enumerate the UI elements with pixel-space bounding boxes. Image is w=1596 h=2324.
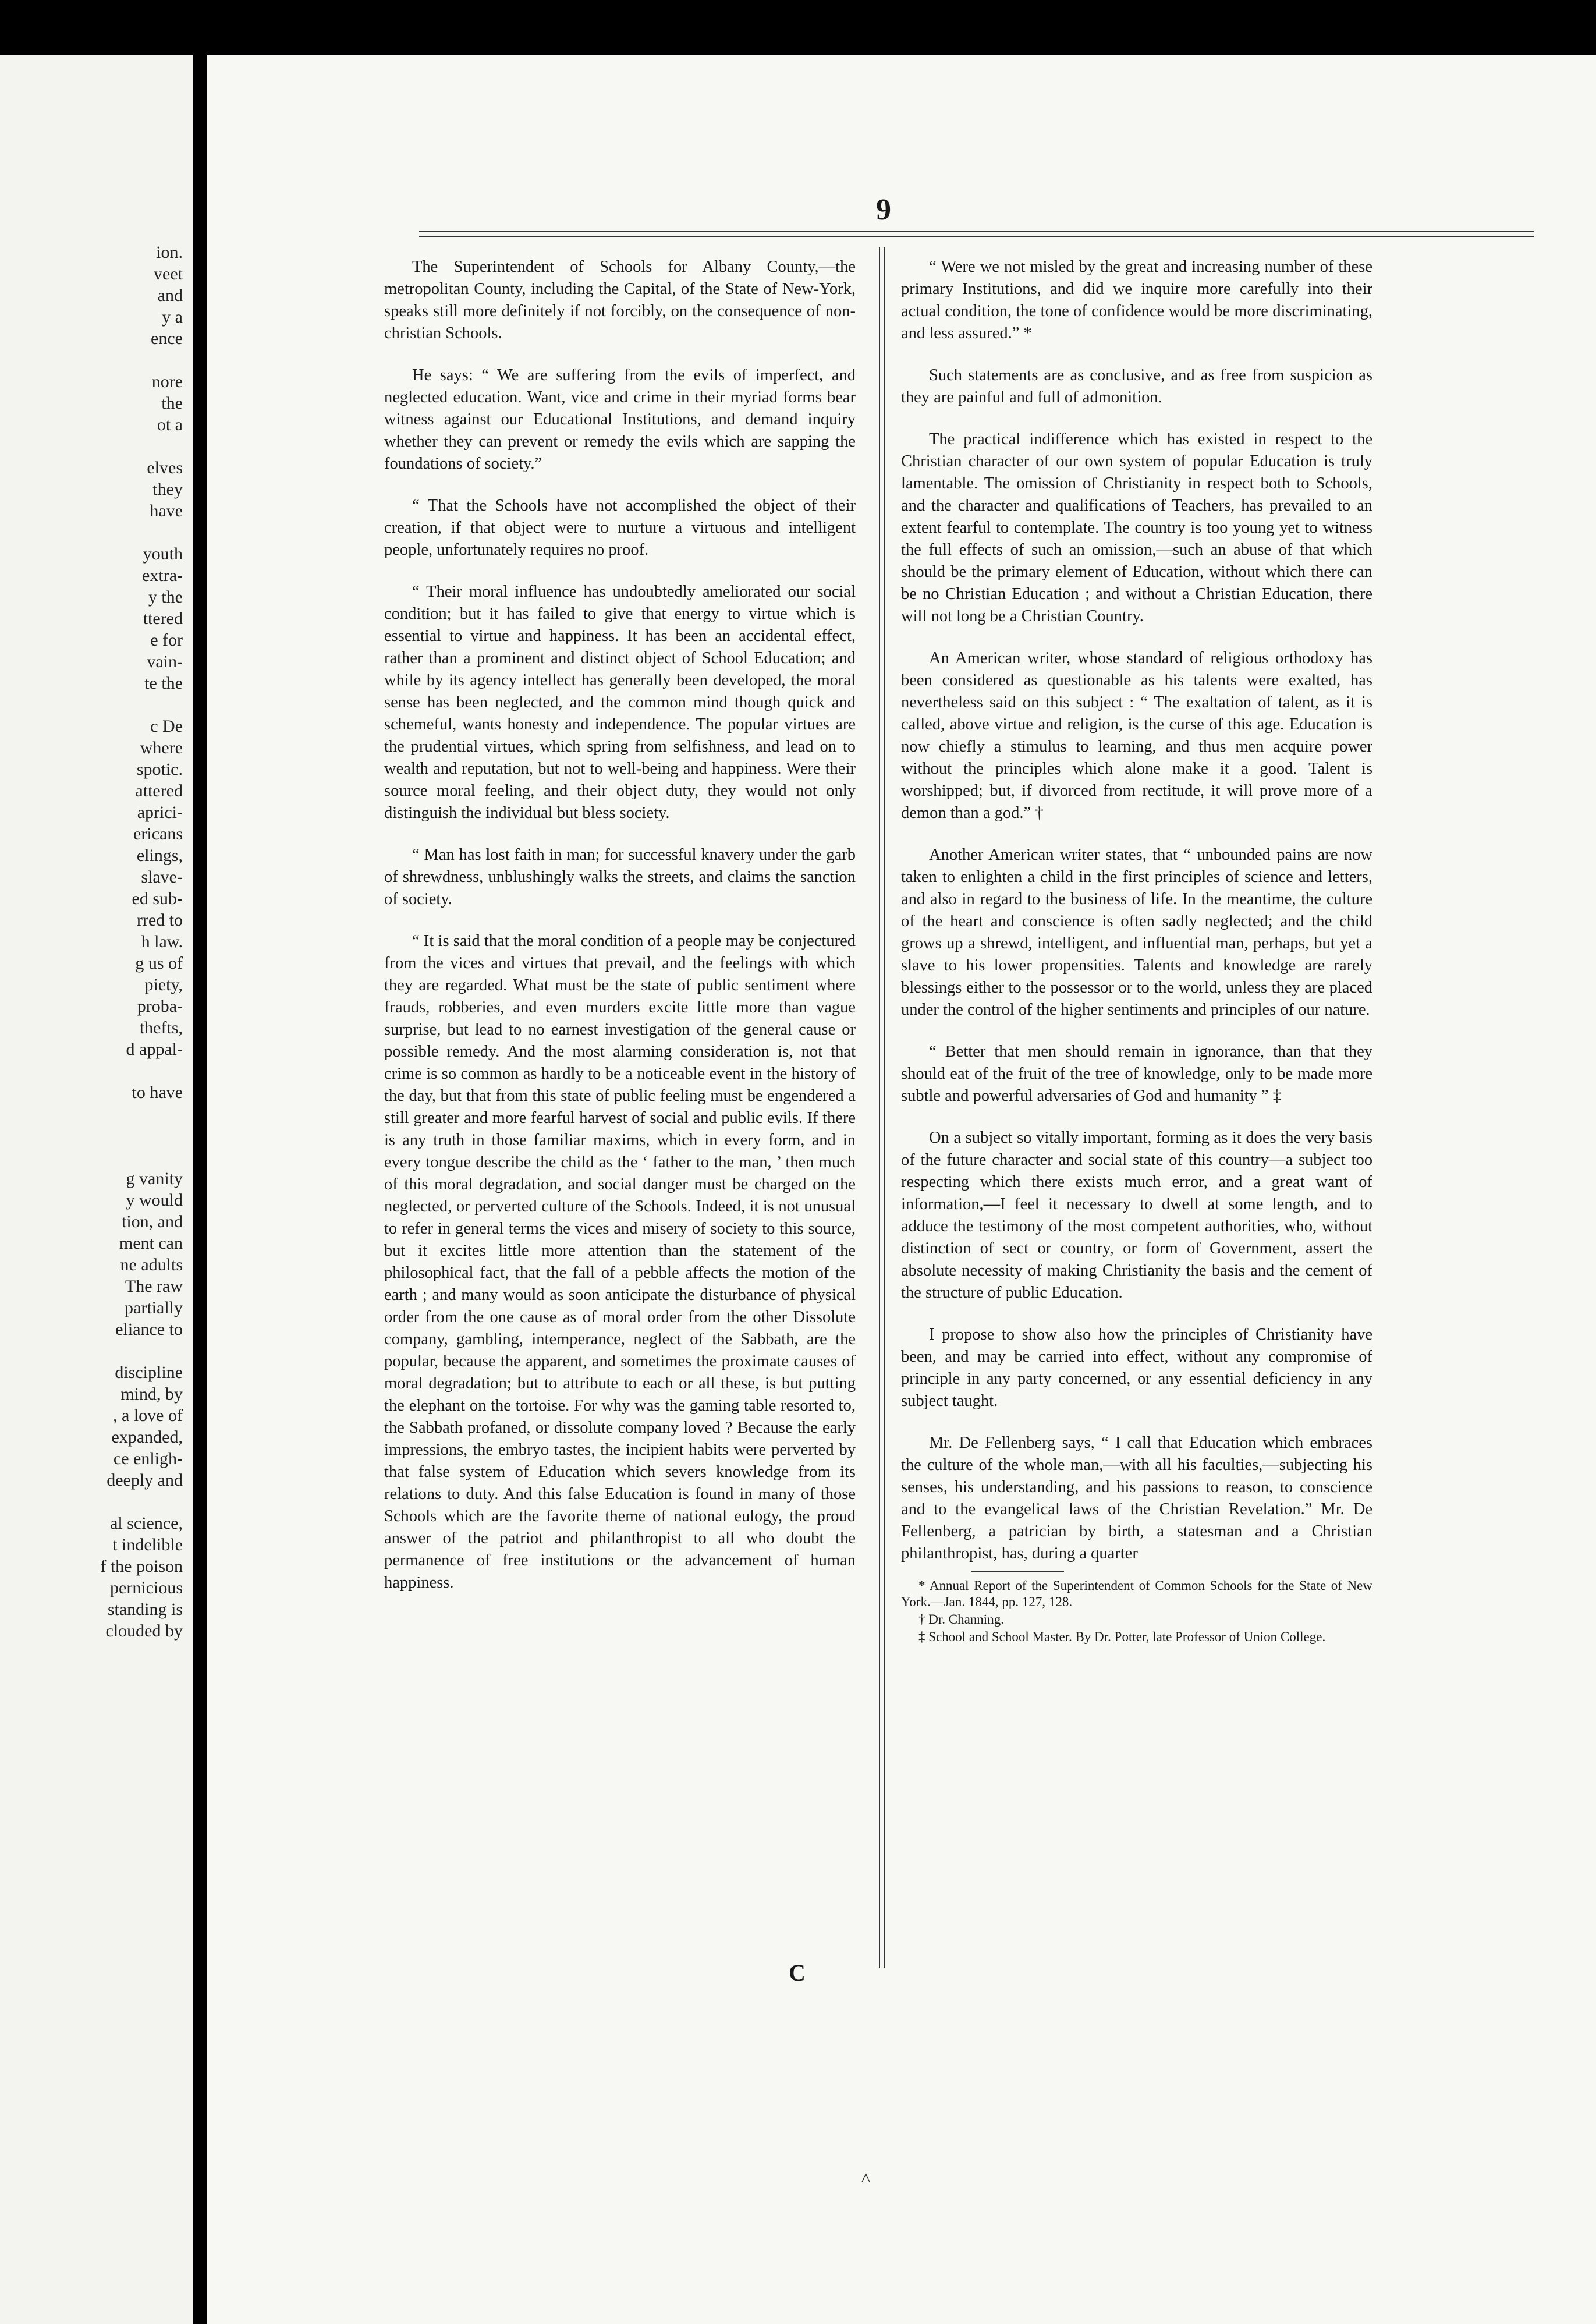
- paragraph: Another American writer states, that “ unbounded pains are now taken to enlighten a child in the first principles of science and letters, and also in regard to the business of life. In the meantime, the culture of the heart and conscience is often sadly neglected; and the child grows up a shrewd, intelligent, and influential man, perhaps, but yet a slave to his lower propensities. Talents and knowledge are rarely blessings either to the possessor or to the world, unless they are placed under the control of the higher sentiments and principles of our nature.: [901, 846, 1372, 1019]
- adjacent-page-fragment: partially: [125, 1298, 183, 1317]
- paragraph: “ It is said that the moral condition of a people may be conjectured from the vices and virtues that prevail, and the feelings with which they are regarded. What must be the state of public sentiment where frauds, robberies, and even murders excite little more than vague surprise, but lead to no earnest investigation of the general cause or possible remedy. And the most alarming consideration is, not that crime is so common as hardly to be a noticeable event in the history of the day, but that from this state of public feeling must be engendered a still greater and more fearful harvest of social and public evils. If there is any truth in those familiar maxims, which in every form, and in every tongue describe the child as the ‘ father to the man, ’ then much of this moral degradation, and social danger must be charged on the neglected, or perverted culture of the Schools. Indeed, it is not unusual to refer in general terms the vices and misery of society to this source, but it excites little more attention than the statement of the philosophical fact, that the fall of a pebble affects the motion of the earth ; and many would as soon anticipate the disturbance of physical order from the one cause as of moral order from the other Dissolute company, gambling, intemperance, neglect of the Sabbath, are the popular, because the apparent, and sometimes the proximate causes of moral degradation; but to attribute to each or all these, is but putting the elephant on the tortoise. For why was the gaming table resorted to, the Sabbath profaned, or dissolute company loved ? Because the early impressions, the embryo tastes, the incipient habits were perverted by that false system of Education which severs knowledge from its relations to duty. And this false Education is found in many of those Schools which are the favorite theme of national eulogy, the proud answer of the patriot and philanthropist to all who doubt the permanence of free institutions or the advancement of human happiness.: [384, 932, 856, 1592]
- adjacent-page-fragment: to have: [132, 1083, 183, 1102]
- adjacent-page-fragment: ment can: [119, 1234, 183, 1253]
- footnote: ‡ School and School Master. By Dr. Potter, late Professor of Union College.: [918, 1629, 1326, 1644]
- adjacent-page-fragment: youth: [143, 544, 183, 564]
- footnote: † Dr. Channing.: [918, 1612, 1004, 1627]
- adjacent-page-fragment: vain-: [147, 652, 183, 671]
- adjacent-page-fragment: ed sub-: [132, 889, 183, 908]
- paragraph: The practical indifference which has existed in respect to the Christian character of our own system of popular Education is truly lamentable. The omission of Christianity in respect both to Schools, and the character and qualifications of Teachers, has prevailed to an extent fearful to contemplate. The country is too young yet to witness the full effects of such an omission,—such an abuse of that which should be the primary element of Education, without which there can be no Christian Education ; and without a Christian Education, there will not long be a Christian Country.: [901, 430, 1372, 625]
- adjacent-page-fragment: veet: [154, 264, 183, 284]
- adjacent-page-fragment: c De: [150, 717, 183, 736]
- adjacent-page-fragment: deeply and: [107, 1471, 183, 1490]
- adjacent-page-fragment: y the: [148, 587, 183, 607]
- paragraph: Mr. De Fellenberg says, “ I call that Education which embraces the culture of the whole man,—with all his faculties,—subjecting his senses, his understanding, and his passions to reason, to conscience and to the evangelical laws of the Christian Revelation.” Mr. De Fellenberg, a patrician by birth, a statesman and a Christian philanthropist, has, during a quarter: [901, 1434, 1372, 1563]
- adjacent-page-fragment: te the: [144, 674, 183, 693]
- adjacent-page-fragment: attered: [135, 781, 183, 800]
- adjacent-page-fragment: have: [150, 501, 183, 520]
- adjacent-page-fragment: discipline: [115, 1363, 183, 1382]
- adjacent-page-fragment: t indelible: [112, 1535, 183, 1554]
- adjacent-page-fragment: where: [140, 738, 183, 757]
- adjacent-page-fragment: thefts,: [139, 1018, 183, 1037]
- adjacent-page-fragment: The raw: [125, 1277, 183, 1296]
- adjacent-page-fragment: slave-: [141, 867, 183, 887]
- adjacent-page-fragment: spotic.: [136, 760, 183, 779]
- paragraph: “ Better that men should remain in ignorance, than that they should eat of the fruit of the tree of knowledge, only to be made more subtle and powerful adversaries of God and humanity ” ‡: [901, 1043, 1372, 1105]
- adjacent-page-fragment: nore: [151, 372, 183, 391]
- adjacent-page-fragment: y a: [162, 307, 183, 327]
- footnote-rule: [971, 1571, 1064, 1572]
- adjacent-page-fragment: clouded by: [105, 1621, 183, 1641]
- paragraph: “ Were we not misled by the great and increasing number of these primary Institutions, and did we inquire more carefully into their actual condition, the tone of confidence would be more discriminating, and less assured.” *: [901, 258, 1372, 342]
- adjacent-page-fragment: standing is: [107, 1600, 183, 1619]
- adjacent-page-fragment: ence: [151, 329, 183, 348]
- signature-mark: C: [789, 1960, 806, 1986]
- adjacent-page-fragment: ot a: [157, 415, 183, 434]
- paragraph: I propose to show also how the principles of Christianity have been, and may be carried into effect, without any compromise of principle in any party concerned, or any essential deficiency in any subject taught.: [901, 1326, 1372, 1410]
- adjacent-page-fragment: ce enligh-: [113, 1449, 183, 1468]
- adjacent-page-fragment: g us of: [135, 954, 183, 973]
- book-page: [207, 55, 1596, 2324]
- page-number: 9: [876, 193, 891, 226]
- adjacent-page-fragment: aprici-: [137, 803, 183, 822]
- paragraph: “ Their moral influence has undoubtedly ameliorated our social condition; but it has failed to give that energy to virtue which is essential to virtue and happiness. It has been an accidental effect, rather than a prominent and distinct object of School Education; and while by its agency intellect has generally been developed, the moral sense has been neglected, and the common mind though quick and schemeful, wants honesty and independence. The popular virtues are the prudential virtues, which spring from selfishness, and lead on to wealth and reputation, but not to well-being and happiness. Were their source moral feeling, and their object duty, they would not only distinguish the individual but bless society.: [384, 583, 856, 822]
- adjacent-page-fragment: piety,: [144, 975, 183, 994]
- adjacent-page-fragment: d appal-: [126, 1040, 183, 1059]
- adjacent-page-fragment: y would: [126, 1191, 183, 1210]
- adjacent-page-fragment: al science,: [110, 1514, 183, 1533]
- adjacent-page-fragment: mind, by: [120, 1384, 183, 1404]
- adjacent-page-fragment: tion, and: [122, 1212, 183, 1231]
- adjacent-page-fragment: expanded,: [111, 1427, 183, 1447]
- adjacent-page-fragment: ericans: [133, 824, 183, 844]
- adjacent-page-fragment: the: [161, 394, 183, 413]
- paragraph: Such statements are as conclusive, and as free from suspicion as they are painful and full of admonition.: [901, 366, 1372, 406]
- paragraph: An American writer, whose standard of religious orthodoxy has been considered as questionable as his talents were exalted, has nevertheless said on this subject : “ The exaltation of talent, as it is called, above virtue and religion, is the curse of this age. Education is now chiefly a stimulus to learning, and thus men acquire power without the principles which alone make it a good. Talent is worshipped; but, if divorced from rectitude, it will prove more of a demon than a god.” †: [901, 649, 1372, 822]
- footnote: * Annual Report of the Superintendent of Common Schools for the State of New York.—Jan. 1844, pp. 127, 128.: [901, 1578, 1372, 1609]
- adjacent-page-fragment: elves: [147, 458, 183, 477]
- adjacent-page-fragment: ion.: [156, 243, 183, 262]
- right-text-column: [901, 256, 1372, 1646]
- paragraph: On a subject so vitally important, forming as it does the very basis of the future character and social state of this country—a subject too respecting which there exists much error, and a great want of information,—I feel it necessary to dwell at some length, and to adduce the testimony of the most competent authorities, who, without distinction of sect or country, or form of Government, assert the absolute necessity of making Christianity the basis and the cement of the structure of public Education.: [901, 1129, 1372, 1302]
- adjacent-page-fragment: pernicious: [110, 1578, 183, 1597]
- adjacent-page-fragment: , a love of: [113, 1406, 183, 1425]
- adjacent-page-fragment: they: [152, 480, 183, 499]
- adjacent-page-fragment: and: [157, 286, 183, 305]
- column-divider: [879, 247, 885, 1968]
- adjacent-page-fragment: ttered: [143, 609, 183, 628]
- adjacent-page-fragment: extra-: [142, 566, 183, 585]
- stray-mark: ^: [861, 2169, 871, 2190]
- adjacent-page-fragment: e for: [150, 630, 183, 650]
- adjacent-page-fragment: rred to: [136, 911, 183, 930]
- paragraph: The Superintendent of Schools for Albany County,—the metropolitan County, including the Capital, of the State of New-York, speaks still more definitely if not forcibly, on the consequence of non-christian Schools.: [384, 258, 856, 342]
- header-rule: [419, 231, 1534, 237]
- adjacent-page-fragment: h law.: [141, 932, 183, 951]
- adjacent-page-strip: [0, 55, 193, 2324]
- adjacent-page-fragment: ne adults: [120, 1255, 183, 1274]
- left-text-column: [384, 256, 856, 1614]
- adjacent-page-fragment: f the poison: [100, 1557, 183, 1576]
- adjacent-page-fragment: g vanity: [126, 1169, 183, 1188]
- paragraph: “ Man has lost faith in man; for successful knavery under the garb of shrewdness, unblushingly walks the streets, and claims the sanction of society.: [384, 846, 856, 908]
- adjacent-page-fragment: eliance to: [115, 1320, 183, 1339]
- paragraph: “ That the Schools have not accomplished the object of their creation, if that object were to nurture a virtuous and intelligent people, unfortunately requires no proof.: [384, 497, 856, 559]
- paragraph: He says: “ We are suffering from the evils of imperfect, and neglected education. Want, vice and crime in their myriad forms bear witness against our Educational Institutions, and demand inquiry whether they can prevent or remedy the evils which are sapping the foundations of society.”: [384, 366, 856, 473]
- adjacent-page-fragment: proba-: [137, 997, 183, 1016]
- adjacent-page-fragment: elings,: [136, 846, 183, 865]
